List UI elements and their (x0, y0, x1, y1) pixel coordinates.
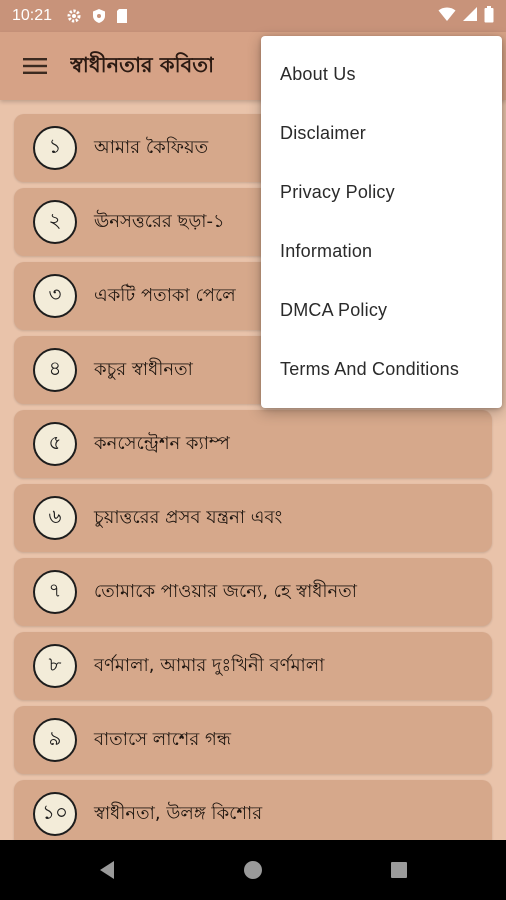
list-item[interactable] (14, 780, 492, 840)
poem-number-badge: ৪ (33, 348, 77, 392)
poem-number-badge: ৬ (33, 496, 77, 540)
menu-item-dmca-policy[interactable]: DMCA Policy (280, 300, 388, 320)
poem-number-badge: ৮ (33, 644, 77, 688)
poem-title: আমার কৈফিয়ত (94, 136, 209, 158)
recents-icon[interactable] (326, 840, 472, 900)
hamburger-menu-icon[interactable] (0, 32, 70, 100)
poem-number-badge: ৩ (33, 274, 77, 318)
poem-title: কচুর স্বাধীনতা (94, 358, 193, 380)
poem-title: তোমাকে পাওয়ার জন্যে, হে স্বাধীনতা (94, 580, 358, 602)
wifi-icon (438, 6, 456, 26)
menu-item-disclaimer[interactable]: Disclaimer (280, 123, 367, 143)
navigation-bar (0, 840, 506, 900)
cell-signal-icon (462, 6, 478, 26)
menu-item-information[interactable]: Information (280, 241, 373, 261)
poem-title: বর্ণমালা, আমার দুঃখিনী বর্ণমালা (94, 654, 325, 676)
gear-icon (66, 8, 82, 24)
list-item[interactable] (14, 410, 492, 478)
poem-number-badge: ৫ (33, 422, 77, 466)
poem-number-badge: ১ (33, 126, 77, 170)
home-icon[interactable] (180, 840, 326, 900)
battery-icon (484, 6, 494, 27)
poem-title: ঊনসত্তরের ছড়া-১ (94, 210, 225, 232)
overflow-menu (261, 36, 502, 408)
menu-item-about-us[interactable]: About Us (280, 64, 356, 84)
list-item[interactable] (14, 706, 492, 774)
poem-number-badge: ৯ (33, 718, 77, 762)
status-time: 10:21 (12, 7, 53, 24)
poem-title: একটি পতাকা পেলে (94, 284, 236, 306)
list-item[interactable] (14, 558, 492, 626)
poem-title: কনসেন্ট্রেশন ক্যাম্প (94, 432, 230, 454)
page-title: স্বাধীনতার কবিতা (70, 52, 215, 77)
list-item[interactable] (14, 632, 492, 700)
poem-number-badge: ২ (33, 200, 77, 244)
poem-number-badge: ৭ (33, 570, 77, 614)
back-icon[interactable] (34, 840, 180, 900)
shield-icon (92, 8, 106, 24)
status-bar (0, 0, 506, 32)
poem-title: চুয়াত্তরের প্রসব যন্ত্রনা এবং (94, 506, 283, 528)
menu-item-terms-and-conditions[interactable]: Terms And Conditions (280, 359, 460, 379)
sim-card-icon (116, 8, 128, 24)
menu-item-privacy-policy[interactable]: Privacy Policy (280, 182, 395, 202)
poem-title: স্বাধীনতা, উলঙ্গ কিশোর (94, 802, 263, 824)
list-item[interactable] (14, 484, 492, 552)
poem-number-badge: ১০ (33, 792, 77, 836)
poem-title: বাতাসে লাশের গন্ধ (94, 728, 231, 750)
